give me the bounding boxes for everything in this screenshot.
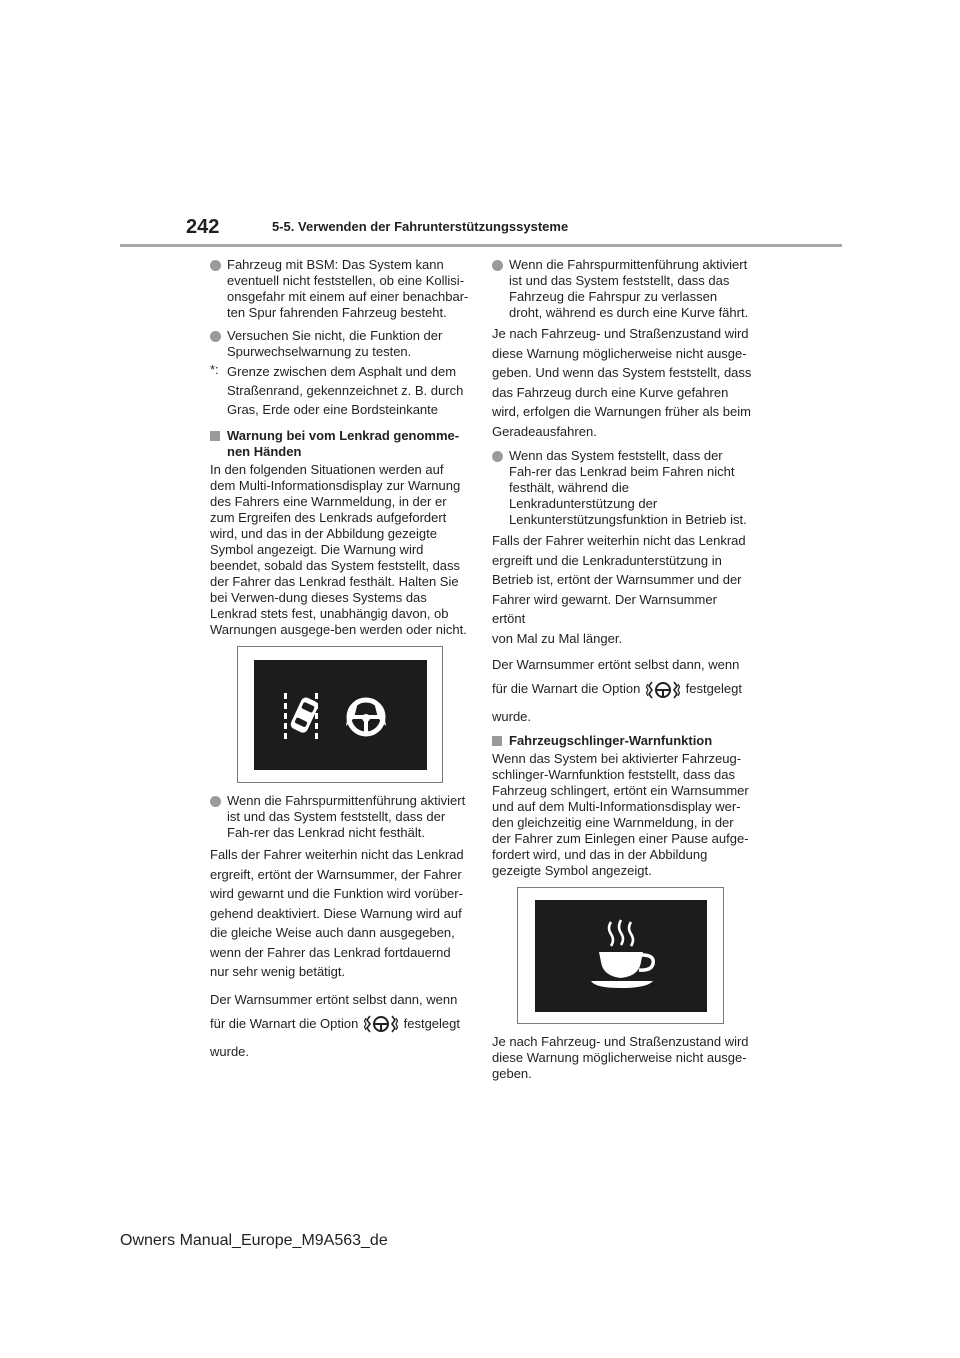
text-line: wurde. bbox=[210, 1043, 250, 1059]
bullet-dot bbox=[210, 796, 221, 807]
heading-square-marker bbox=[210, 431, 220, 441]
right-column bbox=[492, 257, 752, 1089]
bullet-text: Wenn das System feststellt, dass der Fah-rer das Lenkrad beim Fahren nicht festhält, während die Lenkradunterstützung der Lenkunterstützungsfunktion in Betrieb ist. bbox=[509, 448, 747, 527]
text-line: Geradeausfahren. bbox=[492, 423, 597, 439]
text-line bbox=[492, 677, 752, 701]
text-line: Der Warnsummer ertönt selbst dann, wenn bbox=[210, 991, 458, 1007]
bullet-dot bbox=[210, 331, 221, 342]
footnote-line: Straßenrand, gekennzeichnet z. B. durch bbox=[227, 383, 464, 398]
page-number: 242 bbox=[186, 216, 220, 238]
heading-square-marker bbox=[492, 736, 502, 746]
text-line: wird, erfolgen die Warnungen früher als beim bbox=[492, 404, 751, 419]
footer-text: Owners Manual_Europe_M9A563_de bbox=[120, 1232, 388, 1249]
text-line: Je nach Fahrzeug- und Straßenzustand wird bbox=[492, 326, 749, 341]
text-line: wird gewarnt und die Funktion wird vorüber- bbox=[210, 886, 463, 901]
header-rule bbox=[120, 244, 842, 247]
bullet-dot bbox=[492, 260, 503, 271]
left-column bbox=[210, 257, 470, 1070]
text-line: Falls der Fahrer weiterhin nicht das Lenkrad bbox=[210, 847, 464, 862]
text-line: von Mal zu Mal länger. bbox=[492, 630, 623, 646]
section-title: 5-5. Verwenden der Fahrunterstützungssysteme bbox=[272, 219, 569, 234]
text-line: nur sehr wenig betätigt. bbox=[210, 964, 346, 979]
text-line: ergreift und die Lenkradunterstützung in bbox=[492, 552, 722, 568]
bullet-dot bbox=[492, 451, 503, 462]
hands-on-wheel-icon bbox=[254, 660, 427, 770]
bullet-item bbox=[492, 257, 752, 321]
subsection-heading bbox=[210, 428, 470, 460]
bullet-item bbox=[210, 328, 470, 360]
bullet-text: Wenn die Fahrspurmittenführung aktiviert ist und das System feststellt, dass der Fah-rer das Lenkrad nicht festhält. bbox=[227, 793, 466, 840]
bullet-item bbox=[210, 257, 470, 321]
bullet-text: Versuchen Sie nicht, die Funktion der Spurwechselwarnung zu testen. bbox=[227, 328, 443, 359]
bullet-text: Fahrzeug mit BSM: Das System kann eventuell nicht feststellen, ob eine Kollisi-onsgefahr mit einem auf einer benachbar-ten Spur fahrenden Fahrzeug besteht. bbox=[227, 257, 469, 320]
footnote-mark: *: bbox=[210, 362, 219, 377]
body-paragraph: In den folgenden Situationen werden auf dem Multi-Informationsdisplay zur Warnung des Fahrers eine Warnmeldung, in der er zum Ergreifen des Lenkrads aufgefordert wird, und das in der Abbildung gezeigte Symbol angezeigt. Die Warnung wird beendet, sobald das System feststellt, dass der Fahrer das Lenkrad festhält. Halten Sie bei Verwen-dung dieses Systems das Lenkrad stets fest, unabhängig davon, ob Warnungen ausgege-ben werden oder nicht. bbox=[210, 462, 467, 637]
body-paragraph: Wenn das System bei aktivierter Fahrzeug-schlinger-Warnfunktion feststellt, dass das Fahrzeug schlingert, ertönt ein Warnsummer und auf dem Multi-Informationsdisplay wer-den gleichzeitig eine Warnmeldung, in der der Fahrer zum Einlegen einer Pause aufge-fordert wird, und das in der Abbildung gezeigte Symbol angezeigt. bbox=[492, 751, 749, 878]
text-line: diese Warnung möglicherweise nicht ausge- bbox=[492, 345, 747, 361]
body-paragraph bbox=[492, 653, 752, 729]
footnote bbox=[210, 362, 470, 419]
figure-hands-off-warning bbox=[237, 646, 443, 783]
text-fragment: für die Warnart die Option bbox=[210, 1015, 359, 1031]
display-screen bbox=[254, 660, 427, 770]
figure-sway-warning bbox=[517, 887, 724, 1024]
text-line: Falls der Fahrer weiterhin nicht das Lenkrad bbox=[492, 533, 746, 548]
body-paragraph bbox=[492, 324, 752, 441]
bullet-item bbox=[492, 448, 752, 528]
text-fragment: festgelegt bbox=[403, 1015, 460, 1031]
text-line: die gleiche Weise auch dann ausgegeben, bbox=[210, 925, 455, 940]
text-line: Fahrer wird gewarnt. Der Warnsummer ertönt bbox=[492, 591, 717, 626]
text-fragment: für die Warnart die Option bbox=[492, 681, 641, 696]
text-line: Betrieb ist, ertönt der Warnsummer und der bbox=[492, 572, 742, 587]
text-line bbox=[210, 1012, 470, 1036]
footnote-line: Gras, Erde oder eine Bordsteinkante bbox=[227, 402, 439, 417]
footnote-line: Grenze zwischen dem Asphalt und dem bbox=[227, 364, 457, 379]
body-paragraph: Je nach Fahrzeug- und Straßenzustand wird diese Warnung möglicherweise nicht ausge-geben. bbox=[492, 1034, 749, 1081]
coffee-cup-icon bbox=[535, 900, 707, 1012]
text-line: wenn der Fahrer das Lenkrad fortdauernd bbox=[210, 944, 451, 960]
text-line: geben. Und wenn das System feststellt, dass bbox=[492, 365, 752, 380]
steering-wheel-vibration-icon bbox=[364, 1013, 398, 1035]
heading-text: Fahrzeugschlinger-Warnfunktion bbox=[509, 733, 713, 748]
body-paragraph bbox=[492, 531, 752, 648]
display-screen bbox=[535, 900, 707, 1012]
text-line: gehend deaktiviert. Diese Warnung wird auf bbox=[210, 905, 462, 921]
bullet-text: Wenn die Fahrspurmittenführung aktiviert ist und das System feststellt, dass das Fahrzeug die Fahrspur zu verlassen droht, während es durch eine Kurve fährt. bbox=[509, 257, 749, 320]
heading-text: Warnung bei vom Lenkrad genomme-nen Händen bbox=[227, 428, 460, 459]
text-fragment: festgelegt bbox=[685, 681, 742, 696]
text-line: das Fahrzeug durch eine Kurve gefahren bbox=[492, 384, 729, 400]
subsection-heading bbox=[492, 733, 752, 749]
text-line: wurde. bbox=[492, 709, 532, 724]
text-line: ergreift, ertönt der Warnsummer, der Fahrer bbox=[210, 866, 462, 882]
bullet-item bbox=[210, 793, 470, 841]
body-paragraph bbox=[210, 988, 470, 1064]
body-paragraph bbox=[210, 845, 470, 982]
text-line: Der Warnsummer ertönt selbst dann, wenn bbox=[492, 657, 740, 672]
bullet-dot bbox=[210, 260, 221, 271]
steering-wheel-vibration-icon bbox=[646, 679, 680, 701]
